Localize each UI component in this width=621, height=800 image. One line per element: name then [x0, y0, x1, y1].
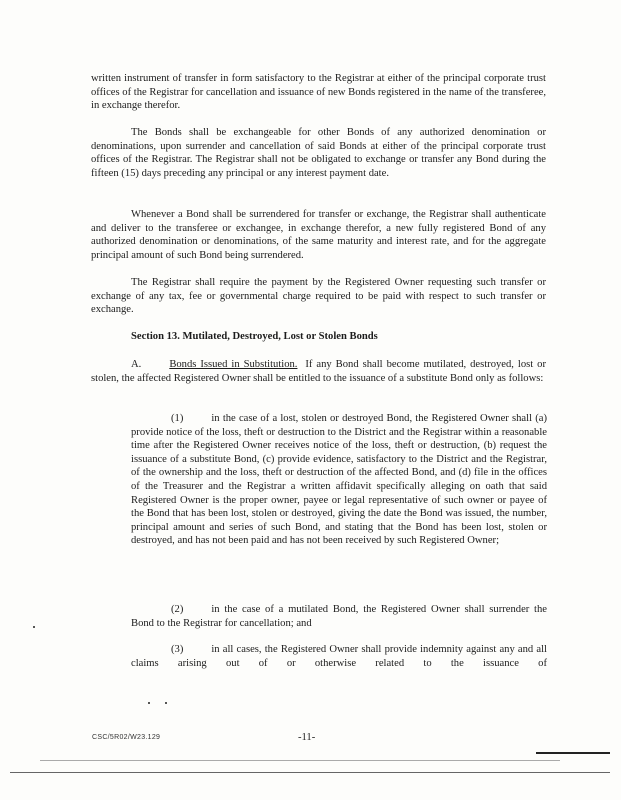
page-number: -11- [298, 732, 316, 743]
paragraph-text: The Bonds shall be exchangeable for other Bonds of any authorized denomination or denominations, upon surrender and cancellation of said Bonds at either of the principal corporate trust offices of the Registrar. The Registrar shall not be obligated to exchange or transfer any Bond during the fifteen (15) days preceding any principal or any interest payment date. [91, 127, 546, 179]
list-item-text [131, 603, 547, 630]
list-item-body: in the case of a lost, stolen or destroyed Bond, the Registered Owner shall (a) provide notice of the loss, theft or destruction to the District and the Registrar within a reasonable time after the Registered Owner receives notice of the loss, theft or destruction, (b) request the issuance of a substitute Bond, (c) provide evidence, satisfactory to the District and the Registrar, of the ownership and the loss, theft or destruction of the affected Bond, and (d) file in the offices of the Treasurer and the Registrar a written affidavit specifically alleging on oath that said Registered Owner is the proper owner, payee or legal representative of such owner or payee of the Bond that has been lost, stolen or destroyed, giving the date the Bond was issued, the number, principal amount and series of such Bond, and stating that the Bond has been lost, stolen or destroyed, and has not been paid and has not been received by such Registered Owner; [131, 413, 547, 547]
paragraph-exchangeable [91, 126, 546, 180]
paragraph-text [91, 358, 546, 385]
list-item-number: (2) [171, 604, 184, 615]
paragraph-surrendered [91, 208, 546, 262]
list-item-body: in the case of a mutilated Bond, the Registered Owner shall surrender the Bond to the Registrar for cancellation; and [131, 604, 547, 629]
scan-artifact-line [40, 760, 560, 761]
scan-speck [165, 702, 167, 704]
list-item-all-cases [131, 643, 547, 670]
paragraph-text: Whenever a Bond shall be surrendered for transfer or exchange, the Registrar shall authenticate and deliver to the transferee or exchangee, in exchange therefor, a new fully registered Bond of any authorized denomination or denominations, of the same maturity and interest rate, and for the aggregate principal amount of such Bond being surrendered. [91, 209, 546, 261]
subsection-body: If any Bond shall become mutilated, destroyed, lost or stolen, the affected Registered Owner shall be entitled to the issuance of a substitute Bond only as follows: [91, 359, 547, 384]
paragraph-text: The Registrar shall require the payment by the Registered Owner requesting such transfer or exchange of any tax, fee or governmental charge required to be paid with respect to such transfer or exchange. [91, 277, 546, 316]
scan-artifact-line [10, 772, 610, 773]
paragraph-bonds-substitution [91, 358, 546, 385]
list-item-text [131, 643, 547, 670]
scan-speck [148, 702, 150, 704]
list-item-mutilated [131, 603, 547, 630]
subsection-title: Bonds Issued in Substitution. [169, 359, 298, 370]
paragraph-payment-requirement [91, 276, 546, 317]
footer-document-code: CSC/5R02/W23.129 [92, 734, 161, 741]
scan-speck [33, 626, 35, 628]
list-item-body: in all cases, the Registered Owner shall provide indemnity against any and all claims arising out of or otherwise related to the issuance of [131, 644, 547, 669]
list-item-number: (3) [171, 644, 184, 655]
list-item-lost-stolen [131, 412, 547, 548]
section-heading-text: Section 13. Mutilated, Destroyed, Lost or Stolen Bonds [131, 331, 378, 342]
paragraph-transfer-instrument [91, 72, 546, 113]
section-heading [91, 330, 546, 344]
list-item-number: (1) [171, 413, 184, 424]
scan-artifact-line [536, 752, 610, 754]
list-item-text [131, 412, 547, 548]
subsection-label: A. [131, 359, 142, 370]
paragraph-text: written instrument of transfer in form satisfactory to the Registrar at either of the principal corporate trust offices of the Registrar for cancellation and issuance of new Bonds registered in the name of the transferee, in exchange therefor. [91, 73, 546, 112]
